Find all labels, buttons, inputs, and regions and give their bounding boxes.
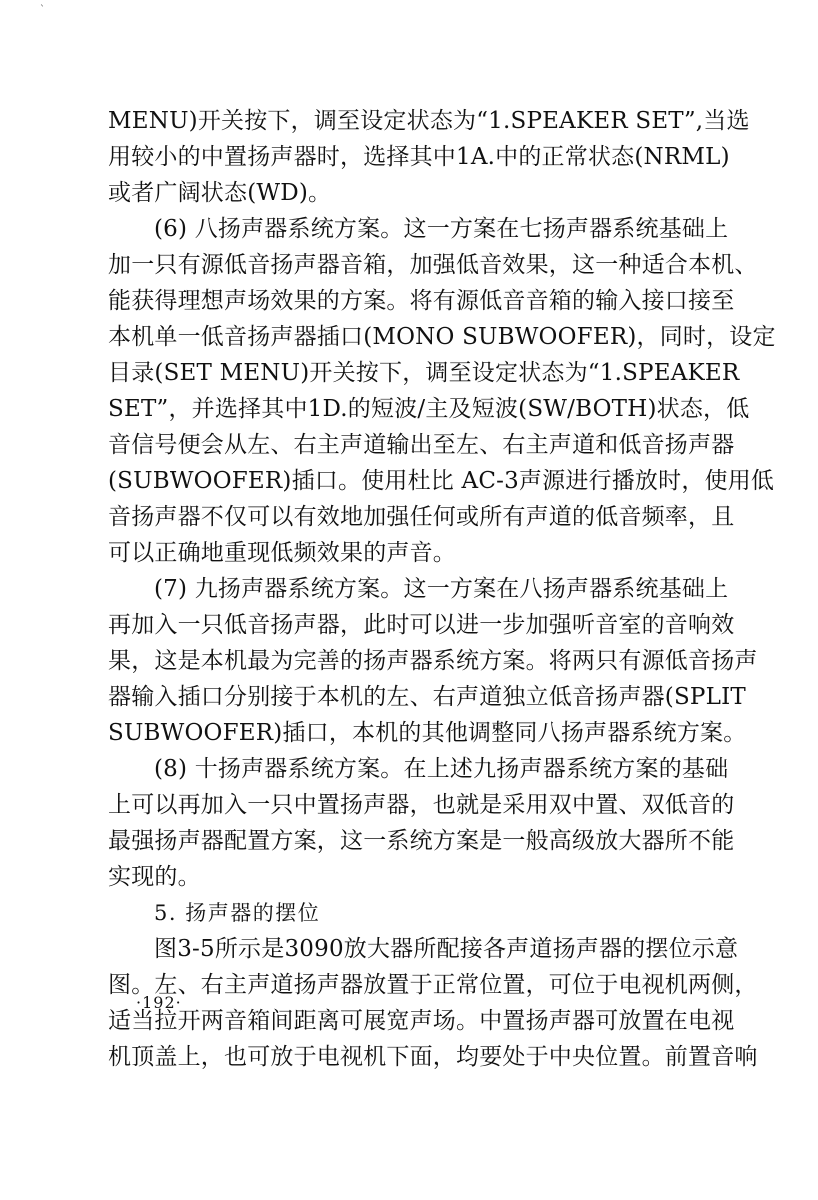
text-line: 可以正确地重现低频效果的声音。 — [108, 540, 456, 566]
text-line: 实现的。 — [108, 864, 201, 890]
text-line: (7) 九扬声器系统方案。这一方案在八扬声器系统基础上 — [154, 576, 729, 602]
text-line: SET”，并选择其中1D.的短波/主及短波(SW/BOTH)状态，低 — [108, 396, 750, 422]
page-number: ·192· — [136, 993, 182, 1012]
text-line: (6) 八扬声器系统方案。这一方案在七扬声器系统基础上 — [154, 216, 729, 242]
text-line: 适当拉开两音箱间距离可展宽声场。中置扬声器可放置在电视 — [108, 1008, 735, 1034]
text-line: 能获得理想声场效果的方案。将有源低音音箱的输入接口接至 — [108, 288, 735, 314]
text-line: 用较小的中置扬声器时，选择其中1A.中的正常状态(NRML) — [108, 144, 730, 170]
body-text — [108, 103, 776, 1075]
text-line: 音信号便会从左、右主声道输出至左、右主声道和低音扬声器 — [108, 432, 735, 458]
text-line: 图3-5所示是3090放大器所配接各声道扬声器的摆位示意 — [154, 936, 739, 962]
text-line: 机顶盖上，也可放于电视机下面，均要处于中央位置。前置音响 — [108, 1044, 758, 1070]
text-line: 最强扬声器配置方案，这一系统方案是一般高级放大器所不能 — [108, 828, 735, 854]
text-line: 图。左、右主声道扬声器放置于正常位置，可位于电视机两侧， — [108, 972, 758, 998]
section-heading: 5. 扬声器的摆位 — [154, 901, 321, 925]
text-line: 本机单一低音扬声器插口(MONO SUBWOOFER)，同时，设定 — [108, 324, 776, 350]
text-line: 上可以再加入一只中置扬声器，也就是采用双中置、双低音的 — [108, 792, 735, 818]
scan-mark: ` — [40, 5, 45, 16]
text-line: (8) 十扬声器系统方案。在上述九扬声器系统方案的基础 — [154, 756, 729, 782]
text-line: 再加入一只低音扬声器，此时可以进一步加强听音室的音响效 — [108, 612, 735, 638]
text-line: (SUBWOOFER)插口。使用杜比 AC-3声源进行播放时，使用低 — [108, 468, 775, 494]
text-line: MENU)开关按下，调至设定状态为“1.SPEAKER SET”,当选 — [108, 108, 750, 134]
text-line: 果，这是本机最为完善的扬声器系统方案。将两只有源低音扬声 — [108, 648, 758, 674]
text-line: 或者广阔状态(WD)。 — [108, 180, 332, 206]
text-line: SUBWOOFER)插口，本机的其他调整同八扬声器系统方案。 — [108, 720, 747, 746]
text-line: 器输入插口分别接于本机的左、右声道独立低音扬声器(SPLIT — [108, 684, 746, 710]
text-line: 目录(SET MENU)开关按下，调至设定状态为“1.SPEAKER — [108, 360, 740, 386]
text-line: 音扬声器不仅可以有效地加强任何或所有声道的低音频率，且 — [108, 504, 735, 530]
text-line: 加一只有源低音扬声器音箱，加强低音效果，这一种适合本机、 — [108, 252, 758, 278]
